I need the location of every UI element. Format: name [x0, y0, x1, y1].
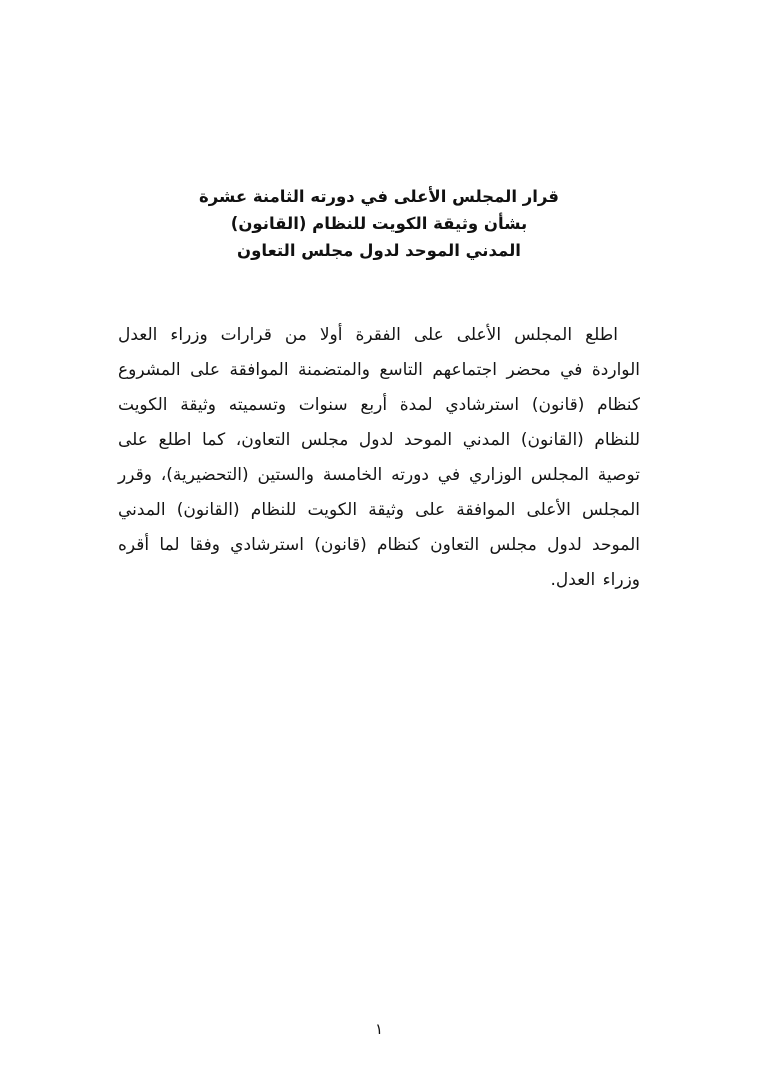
body-paragraph: اطلع المجلس الأعلى على الفقرة أولا من قرارات وزراء العدل الواردة في محضر اجتماعهم التاسع والمتضمنة الموافقة على المشروع كنظام (قانون) استرشادي لمدة أربع سنوات وتسميته وثيقة الكويت للنظام (القانون) المدني الموحد لدول مجلس التعاون، كما اطلع على توصية المجلس الوزاري في دورته الخامسة والستين (التحضيرية)، وقرر المجلس الأعلى الموافقة على وثيقة الكويت للنظام (القانون) المدني الموحد لدول مجلس التعاون كنظام (قانون) استرشادي وفقا لما أقره وزراء العدل.	[118, 325, 640, 590]
document-title	[0, 183, 758, 264]
title-line-3: المدني الموحد لدول مجلس التعاون	[237, 241, 521, 260]
title-line-1: قرار المجلس الأعلى في دورته الثامنة عشرة	[199, 187, 559, 206]
page-number: ١	[374, 1020, 384, 1038]
page-footer	[0, 1019, 758, 1038]
title-line-2: بشأن وثيقة الكويت للنظام (القانون)	[230, 214, 528, 233]
document-body	[118, 318, 640, 598]
